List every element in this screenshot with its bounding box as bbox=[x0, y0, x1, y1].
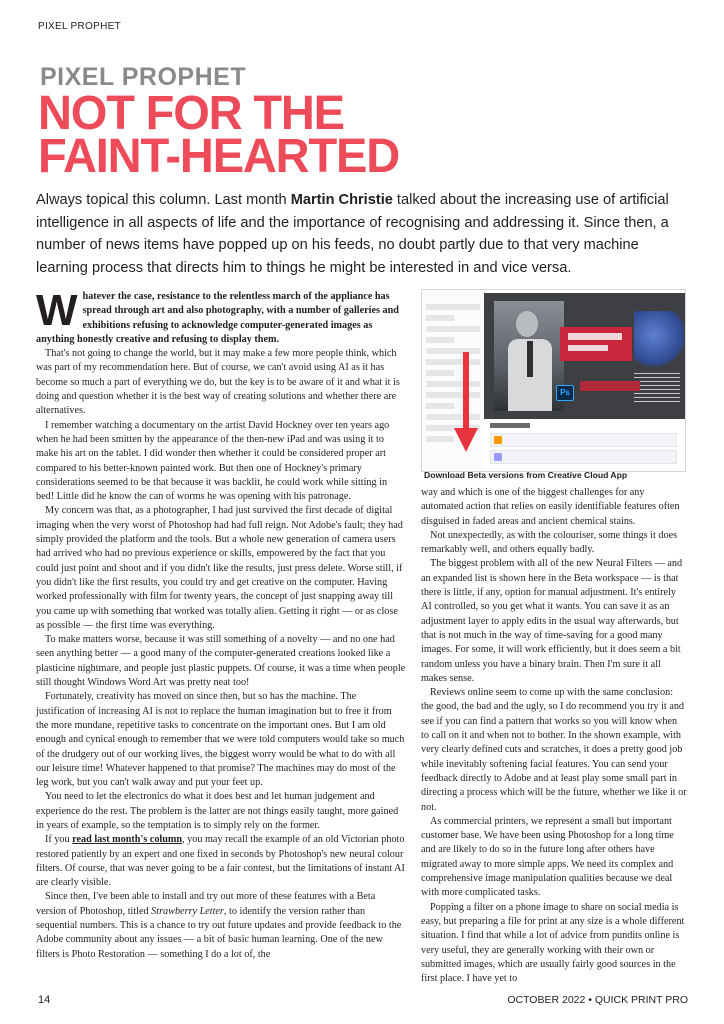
body-paragraph: Fortunately, creativity has moved on since then, but so has the machine. The justification of increasing AI is not to replace the human imagination but to free it from the more mundane, repetitive tasks to concentrate on the important ones. But I am old enough and cynical enough to remember that we were told computers would take so much of the drudgery out of our working lives, the biggest worry would be what to do with all our leisure time! Whatever happened to that promise? The machines may do most of the leg work, but you can't walk away and put your feet up. bbox=[36, 691, 405, 789]
strawberry-letter-title-card bbox=[560, 327, 632, 361]
headline bbox=[38, 87, 400, 183]
headline-line-2: FAINT-HEARTED bbox=[38, 130, 400, 183]
last-month-column-link[interactable]: read last month's column bbox=[72, 834, 183, 846]
author-name: Martin Christie bbox=[290, 192, 393, 208]
body-paragraph: Reviews online seem to come up with the same conclusion: the good, the bad and the ugly, so I do recommend you try it and see if you can find a pattern that works so you will know when to call on it and when not to bother. In the shown example, with very clearly defined cuts and scratches, it does a pretty good job while inevitably softening facial features. You can send your feedback directly to Adobe and at least play some small part in directing a process which will be the future, whether we like it or not. bbox=[421, 687, 687, 813]
body-paragraph: I remember watching a documentary on the artist David Hockney over ten years ago when he had been smitten by the appearance of the then-new iPad and was using it to make his art on the tablet. I did wonder then whether it could be considered proper art compared to his better-known painted work. But then one of Hockney's primary considerations seemed to be that because it was backlit, he could work while sitting in bed! Little did he know the can of worms he was opening with his patronage. bbox=[36, 419, 390, 503]
section-kicker: PIXEL PROPHET bbox=[40, 63, 247, 91]
body-paragraph: My concern was that, as a photographer, I had just survived the first decade of digital imaging when the very worst of Photoshop had had full reign. Not Adobe's fault; they had simply provided the platform and the tools. But a whole new generation of camera users had arrived who had no previous experience or skills, empowered by the fact that you could just point and shoot and if you didn't like the results, just press delete. Worse still, if you didn't like the first results, you could try and get creative on the computer. Having worked professionally with film for twenty years, the concept of just snapping away till you came up with something that worked was totally alien. Getting it right — or as close as possible — the first time was everything. bbox=[36, 505, 403, 631]
body-paragraph bbox=[36, 833, 406, 890]
sidebar-row bbox=[426, 359, 480, 365]
sidebar-row bbox=[426, 370, 454, 376]
paragraph-text: , you may recall the example of an old Victorian photo restored patiently by an expert and one fixed in seconds by Photoshop's new neural colour filters. Of course, that was never going to be a fair contest, but the limitations of instant AI are clearly visible. bbox=[36, 834, 405, 889]
body-paragraph: To make matters worse, because it was still something of a novelty — and no one had seen anything better — a good many of the computer-generated creations looked like a plasticine nightmare, and people just plastic puppets. Of course, it was a time when people still thought Windows Word Art was pretty neat too! bbox=[36, 634, 406, 689]
publication-info: OCTOBER 2022 • QUICK PRINT PRO bbox=[507, 994, 688, 1006]
illustrator-icon bbox=[494, 436, 502, 444]
splash-credits bbox=[634, 373, 680, 403]
sidebar-row bbox=[426, 337, 454, 343]
body-paragraph: Not unexpectedly, as with the colouriser, some things it does remarkably well, and others equally badly. bbox=[421, 529, 678, 556]
body-paragraph: That's not going to change the world, but it may make a few more people think, which was part of my recommendation here. But of course, we can't avoid using AI as it has become so much a part of everything we do, but the key is to be aware of it and what it is doing and question whether it is the best way of creating solutions and whether there are alternatives. bbox=[36, 348, 400, 417]
standfirst bbox=[36, 189, 688, 279]
title-line bbox=[568, 333, 622, 340]
creative-cloud-screenshot bbox=[421, 289, 686, 472]
apps-heading bbox=[490, 423, 530, 428]
premiere-icon bbox=[494, 453, 502, 461]
arrow-shaft bbox=[463, 352, 469, 432]
body-paragraph: The biggest problem with all of the new Neural Filters — and an expanded list is shown here in the Beta workspace — is that there is little, if any, option for manual adjustment. It's entirely AI controlled, so you get what it wants. You can save it as an adjustment layer to apply edits in the usual way afterwards, but that is not much in the way of time-saving for a good many images. For some, it will work efficiently, but it does seem a bit random unless you have a binary brain. Then I'm sure it all makes sense. bbox=[421, 558, 683, 684]
sidebar-row bbox=[426, 392, 480, 398]
portrait-face bbox=[516, 311, 538, 337]
body-paragraph bbox=[36, 890, 406, 961]
sidebar-row bbox=[426, 403, 454, 409]
drop-cap: W bbox=[36, 286, 78, 335]
sidebar-row bbox=[426, 326, 480, 332]
body-paragraph: way and which is one of the biggest challenges for any automated action that relies on easily identifiable features often disguised in faded areas and ancient chemical stains. bbox=[421, 487, 680, 527]
standfirst-lead: Always topical this column. Last month bbox=[36, 192, 291, 208]
desktop-apps-list bbox=[484, 419, 685, 471]
body-paragraph: Popping a filter on a phone image to share on social media is easy, but preparing a file for print at any size is a whole different situation. I find that while a lot of advice from pundits online is very useful, they are generally working with their own or submitted images, which are usually fairly good sources in the first place. I have yet to bbox=[421, 901, 685, 985]
arrow-down-icon bbox=[454, 428, 478, 452]
splash-version-strip bbox=[580, 381, 640, 391]
body-paragraph: As commercial printers, we represent a small but important customer base. We have been using Photoshop for a long time and are likely to do so in the future long after others have migrated away to more simple apps. We need its complex and comprehensive image manipulation qualities because we deal with more complicated tasks. bbox=[421, 815, 674, 899]
sidebar-row bbox=[426, 414, 480, 420]
sidebar-row bbox=[426, 315, 454, 321]
beta-splash-banner bbox=[484, 293, 685, 419]
beta-title: Strawberry Letter bbox=[151, 905, 224, 917]
app-row bbox=[490, 450, 677, 464]
standfirst-rest: talked about the increasing use of artificial intelligence in all aspects of life and the importance of recognising and addressing it. Since then, a number of news items have popped up on his feeds, no doubt partly due to that very machine learning process that directs him to things he might be interested in and vice versa. bbox=[36, 192, 669, 276]
running-head: PIXEL PROPHET bbox=[38, 21, 121, 32]
paragraph-text: , to identify the version rather than sequential numbers. This is a chance to try out future updates and provide feedback to the Adobe community about any issues — a bit of basic human learning. One of the new filters is Photo Restoration — something I do a lot of, the bbox=[36, 905, 402, 960]
intro-text: hatever the case, resistance to the relentless march of the appliance has spread through art and also photography, with a number of galleries and exhibitions refusing to acknowledge computer-generated images as anything honestly creative and refusing to display them. bbox=[36, 291, 399, 345]
photoshop-icon: Ps bbox=[556, 385, 574, 401]
article-column-left bbox=[36, 286, 406, 962]
article-column-right bbox=[421, 486, 687, 986]
sidebar-row bbox=[426, 436, 454, 442]
paragraph-text: If you bbox=[45, 834, 73, 846]
sidebar-row bbox=[426, 381, 480, 387]
title-line bbox=[568, 345, 608, 351]
vintage-portrait bbox=[494, 301, 564, 411]
headline-line-1: NOT FOR THE bbox=[38, 87, 344, 140]
paragraph-text: Since then, I've been able to install and try out more of these features with a Beta version of Photoshop, titled bbox=[36, 891, 376, 917]
page-number: 14 bbox=[38, 994, 51, 1006]
sidebar-row bbox=[426, 304, 480, 310]
sidebar-row bbox=[426, 348, 480, 354]
figure-caption: Download Beta versions from Creative Cloud App bbox=[424, 470, 628, 480]
intro-paragraph bbox=[36, 286, 406, 347]
body-paragraph: You need to let the electronics do what it does best and let human judgement and experience do the rest. The problem is the latter are not things easily taught, more gained in years of example, so the temptation is to simply rely on the former. bbox=[36, 791, 399, 831]
illustrated-creature bbox=[634, 311, 684, 371]
app-row bbox=[490, 433, 677, 447]
portrait-tie bbox=[527, 341, 533, 377]
